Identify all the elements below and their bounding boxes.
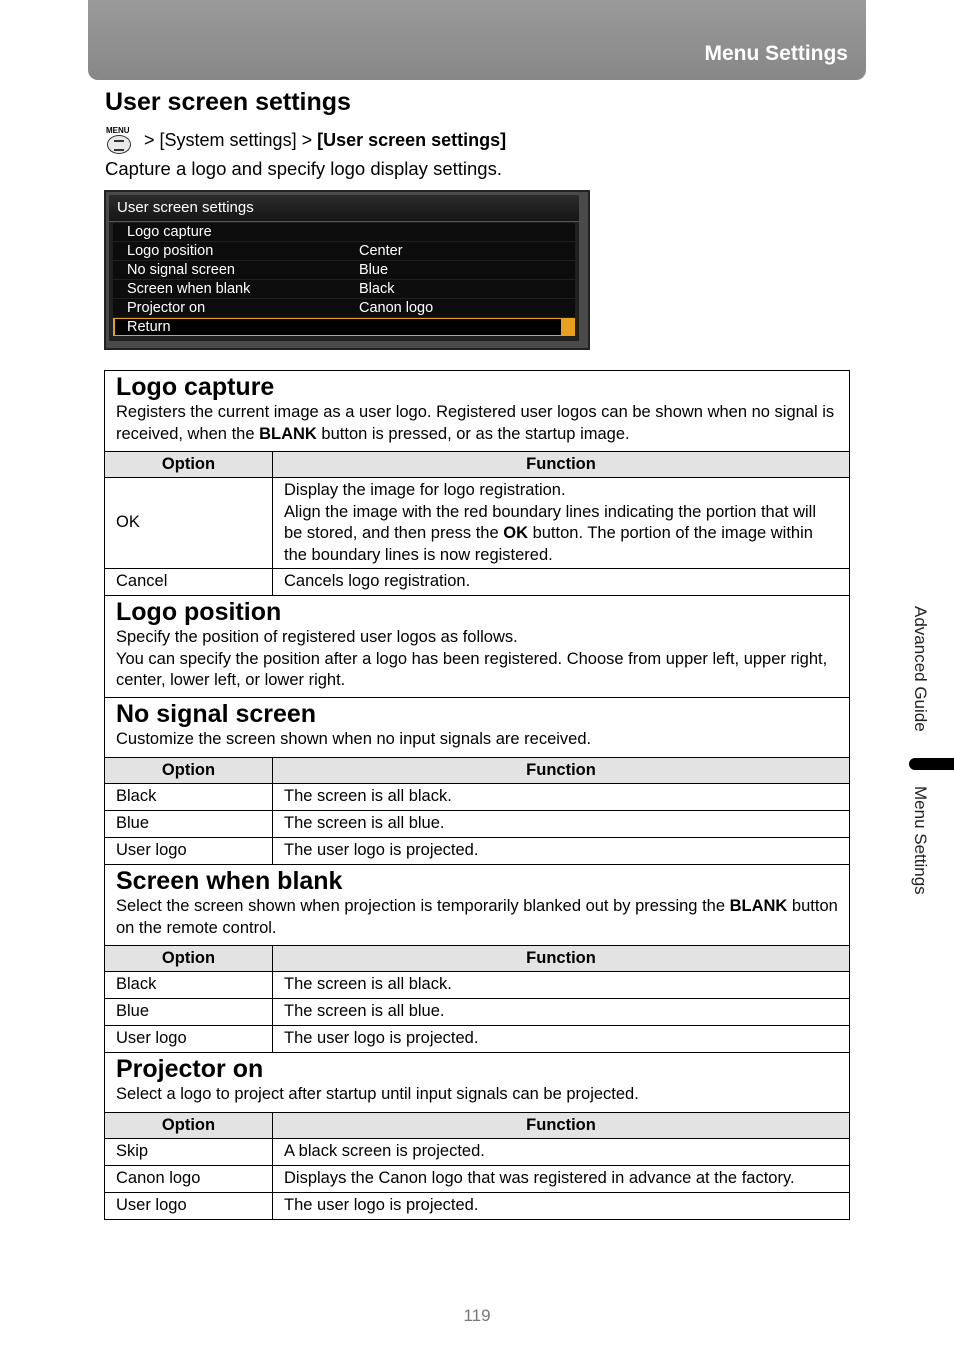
function-cell: The user logo is projected. <box>273 838 850 865</box>
function-cell: The screen is all blue. <box>273 811 850 838</box>
section-title: No signal screen <box>116 700 317 728</box>
table-row <box>105 838 850 865</box>
function-cell: The user logo is projected. <box>273 1193 850 1220</box>
header-section-title: Menu Settings <box>704 42 848 65</box>
side-tab-advanced-guide[interactable]: Advanced Guide <box>911 606 930 732</box>
function-header: Function <box>273 946 850 972</box>
table-header-row <box>105 1113 850 1139</box>
page-number: 119 <box>463 1306 491 1325</box>
option-header: Option <box>105 946 273 972</box>
option-cell: OK <box>105 478 273 569</box>
osd-row-label: No signal screen <box>127 262 235 278</box>
table-row <box>105 1026 850 1053</box>
function-cell: The screen is all blue. <box>273 999 850 1026</box>
osd-row-label: Projector on <box>127 300 206 316</box>
table-header-row <box>105 758 850 784</box>
header-band <box>88 0 866 80</box>
breadcrumb <box>105 126 506 154</box>
table-header-row <box>105 452 850 478</box>
osd-row-value: Center <box>359 243 403 259</box>
function-cell: The user logo is projected. <box>273 1026 850 1053</box>
osd-row-screen-blank <box>113 280 575 298</box>
option-cell: Black <box>105 784 273 811</box>
side-tab-marker <box>909 758 954 770</box>
breadcrumb-separator: > <box>301 129 313 150</box>
function-cell: Displays the Canon logo that was registered in advance at the factory. <box>273 1166 850 1193</box>
section-title: Logo position <box>116 598 282 626</box>
section-description: Specify the position of registered user logos as follows. <box>116 628 518 646</box>
osd-row-return <box>113 318 575 336</box>
osd-row-label: Logo position <box>127 243 214 259</box>
osd-row-logo-position <box>113 242 575 260</box>
option-cell: Blue <box>105 999 273 1026</box>
function-cell: Display the image for logo registration. Align the image with the red boundary lines indicating the portion that will be stored, and then press the OK button. The portion of the image within the boundary lines is now registered. <box>273 478 850 569</box>
section-logo-position <box>105 596 850 698</box>
section-screen-when-blank <box>105 865 850 946</box>
table-row <box>105 1193 850 1220</box>
function-cell: The screen is all black. <box>273 784 850 811</box>
option-header: Option <box>105 758 273 784</box>
osd-title: User screen settings <box>109 195 579 222</box>
table-row <box>105 1139 850 1166</box>
function-cell: The screen is all black. <box>273 972 850 999</box>
section-description: Customize the screen shown when no input signals are received. <box>116 730 592 748</box>
osd-row-projector-on <box>113 299 575 317</box>
table-header-row <box>105 946 850 972</box>
function-header: Function <box>273 1113 850 1139</box>
menu-icon-label: MENU <box>106 126 130 135</box>
osd-row-no-signal <box>113 261 575 279</box>
osd-row-value: Canon logo <box>359 300 434 316</box>
section-projector-on <box>105 1053 850 1113</box>
table-row <box>105 569 850 596</box>
table-row <box>105 999 850 1026</box>
option-header: Option <box>105 452 273 478</box>
table-row <box>105 1166 850 1193</box>
function-cell: A black screen is projected. <box>273 1139 850 1166</box>
function-cell: Cancels logo registration. <box>273 569 850 596</box>
option-cell: User logo <box>105 1026 273 1053</box>
section-logo-capture <box>105 371 850 452</box>
breadcrumb-system-settings: [System settings] <box>159 129 297 150</box>
section-description: You can specify the position after a logo has been registered. Choose from upper left, upper right, center, lower left, or lower right. <box>116 649 828 689</box>
function-header: Function <box>273 452 850 478</box>
page-title: User screen settings <box>105 88 351 116</box>
table-row <box>105 972 850 999</box>
section-description: Select a logo to project after startup until input signals can be projected. <box>116 1085 639 1103</box>
table-row <box>105 811 850 838</box>
section-description: Select the screen shown when projection is temporarily blanked out by pressing the BLANK button on the remote control. <box>116 897 838 937</box>
section-description: Registers the current image as a user logo. Registered user logos can be shown when no signal is received, when the BLANK button is pressed, or as the startup image. <box>116 403 835 443</box>
option-cell: Canon logo <box>105 1166 273 1193</box>
option-cell: Blue <box>105 811 273 838</box>
osd-menu-screenshot <box>104 190 590 350</box>
side-tab-menu-settings[interactable]: Menu Settings <box>911 786 930 895</box>
section-no-signal-screen <box>105 698 850 758</box>
option-cell: Cancel <box>105 569 273 596</box>
osd-row-value: Blue <box>359 262 389 278</box>
menu-button-icon <box>105 126 133 154</box>
osd-row-value: Black <box>359 281 395 297</box>
section-title: Screen when blank <box>116 867 343 895</box>
function-header: Function <box>273 758 850 784</box>
option-cell: User logo <box>105 1193 273 1220</box>
section-title: Projector on <box>116 1055 264 1083</box>
osd-row-label: Screen when blank <box>127 281 251 297</box>
option-header: Option <box>105 1113 273 1139</box>
osd-row-logo-capture <box>113 223 575 241</box>
option-cell: Black <box>105 972 273 999</box>
osd-row-label: Logo capture <box>127 224 212 240</box>
option-cell: Skip <box>105 1139 273 1166</box>
intro-text: Capture a logo and specify logo display settings. <box>105 158 502 179</box>
table-row <box>105 478 850 569</box>
settings-table <box>104 370 850 1220</box>
breadcrumb-separator: > <box>144 129 155 150</box>
section-title: Logo capture <box>116 373 275 401</box>
breadcrumb-current: [User screen settings] <box>317 129 507 150</box>
option-cell: User logo <box>105 838 273 865</box>
osd-row-label: Return <box>127 319 171 335</box>
table-row <box>105 784 850 811</box>
